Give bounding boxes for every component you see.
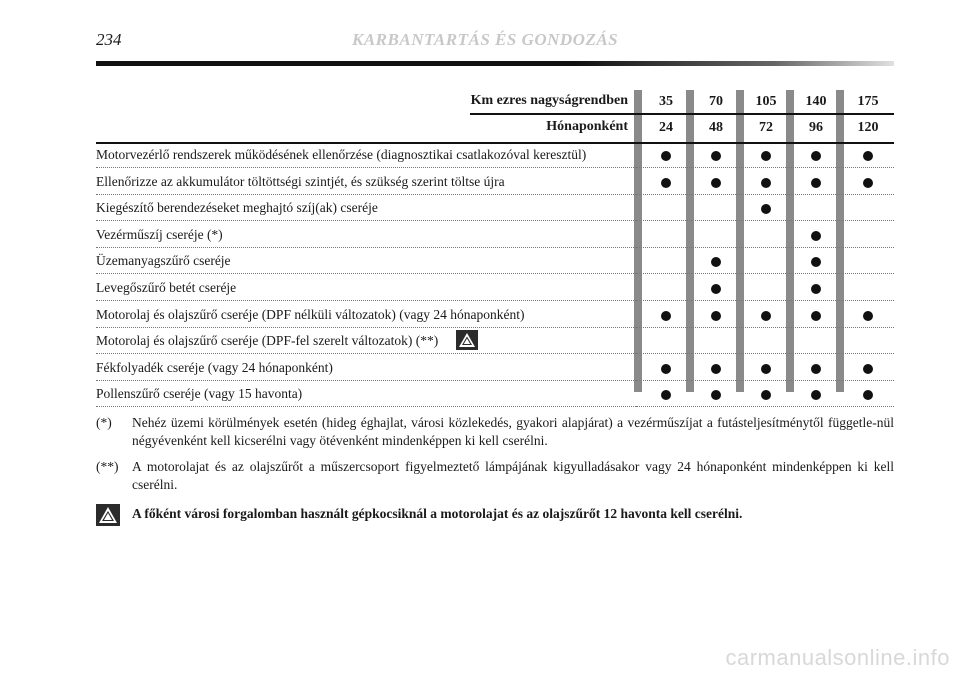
row-divider	[96, 220, 636, 221]
interval-dot	[811, 364, 821, 374]
row-divider	[96, 380, 636, 381]
interval-dot	[863, 151, 873, 161]
row-divider	[96, 194, 636, 195]
table-row	[96, 144, 894, 168]
row-label: Vezérműszíj cseréje (*)	[96, 226, 223, 242]
row-divider	[636, 247, 894, 248]
row-divider	[636, 327, 894, 328]
interval-dot	[761, 311, 771, 321]
month-value: 96	[809, 120, 823, 135]
row-divider	[636, 380, 894, 381]
interval-dot	[711, 364, 721, 374]
interval-dot	[761, 178, 771, 188]
interval-dot	[811, 311, 821, 321]
table-row	[96, 224, 894, 248]
row-divider	[96, 300, 636, 301]
interval-dot	[811, 284, 821, 294]
interval-dot	[711, 178, 721, 188]
table-row	[96, 383, 894, 407]
row-divider	[96, 167, 636, 168]
row-label: Motorolaj és olajszűrő cseréje (DPF nélküli változatok) (vagy 24 hónaponként)	[96, 306, 525, 322]
row-label: Üzemanyagszűrő cseréje	[96, 253, 231, 269]
km-value: 35	[659, 94, 673, 109]
month-value: 72	[759, 120, 773, 135]
interval-dot	[811, 257, 821, 267]
interval-dot	[711, 257, 721, 267]
row-label: Ellenőrizze az akkumulátor töltöttségi szintjét, és szükség szerint töltse újra	[96, 173, 505, 189]
km-value: 175	[857, 94, 879, 109]
interval-dot	[661, 178, 671, 188]
interval-dot	[761, 151, 771, 161]
table-row	[96, 197, 894, 221]
interval-dot	[711, 151, 721, 161]
interval-dot	[711, 284, 721, 294]
interval-dot	[863, 311, 873, 321]
footnote-text: A motorolajat és az olajszűrőt a műszercsoport figyelmeztető lámpájának kigyulladásakor vagy 24 hónaponként mindenképpen ki kell cserélni.	[132, 459, 894, 492]
interval-dot	[811, 151, 821, 161]
table-row	[96, 304, 894, 328]
km-value: 140	[805, 94, 827, 109]
row-divider	[96, 406, 636, 407]
warning-triangle-icon	[456, 330, 478, 350]
month-header-row	[96, 116, 894, 142]
interval-dot	[761, 364, 771, 374]
warning-triangle-icon	[96, 504, 120, 526]
km-header-label: Km ezres nagyságrendben	[470, 93, 628, 108]
header-rule	[96, 61, 894, 66]
page-number: 234	[96, 30, 122, 49]
row-divider	[96, 273, 636, 274]
table-row	[96, 171, 894, 195]
row-label: Motorvezérlő rendszerek működésének ellenőrzése (diagnosztikai csatlakozóval keresztül)	[96, 147, 587, 162]
row-divider	[96, 327, 636, 328]
row-divider	[636, 194, 894, 195]
month-value: 48	[709, 120, 723, 135]
interval-dot	[761, 390, 771, 400]
footnote-mark: (**)	[96, 459, 119, 474]
interval-dot	[661, 311, 671, 321]
interval-dot	[863, 364, 873, 374]
interval-dot	[661, 151, 671, 161]
footnote-mark: (*)	[96, 415, 112, 430]
warning-note: A főként városi forgalomban használt gépkocsiknál a motorolajat és az olajszűrőt 12 havonta kell cserélni.	[132, 506, 743, 521]
section-title: KARBANTARTÁS ÉS GONDOZÁS	[352, 30, 619, 49]
row-label: Fékfolyadék cseréje (vagy 24 hónaponként)	[96, 359, 333, 375]
km-value: 70	[709, 94, 723, 109]
row-divider	[96, 247, 636, 248]
km-value: 105	[755, 94, 777, 109]
row-divider	[636, 300, 894, 301]
interval-dot	[811, 178, 821, 188]
row-divider	[636, 167, 894, 168]
row-label: Kiegészítő berendezéseket meghajtó szíj(ak) cseréje	[96, 200, 378, 216]
row-divider	[96, 353, 636, 354]
row-label: Motorolaj és olajszűrő cseréje (DPF-fel szerelt változatok) (**)	[96, 333, 439, 349]
interval-dot	[761, 204, 771, 214]
row-divider	[636, 353, 894, 354]
watermark: carmanualsonline.info	[725, 645, 950, 670]
interval-dot	[811, 231, 821, 241]
interval-dot	[711, 390, 721, 400]
table-row	[96, 330, 894, 354]
interval-dot	[811, 390, 821, 400]
interval-dot	[661, 364, 671, 374]
row-divider	[636, 273, 894, 274]
month-value: 120	[857, 120, 879, 135]
km-header-rule	[470, 113, 894, 115]
interval-dot	[863, 390, 873, 400]
row-label: Levegőszűrő betét cseréje	[96, 280, 237, 295]
table-row	[96, 357, 894, 381]
table-row	[96, 277, 894, 301]
row-divider	[636, 220, 894, 221]
month-value: 24	[659, 120, 673, 135]
interval-dot	[711, 311, 721, 321]
row-divider	[636, 406, 894, 407]
interval-dot	[863, 178, 873, 188]
row-label: Pollenszűrő cseréje (vagy 15 havonta)	[96, 386, 303, 402]
footnote-text: Nehéz üzemi körülmények esetén (hideg éghajlat, városi közlekedés, gyakori alapjárat) a vezérműszíjat a futásteljesítménytől függetle-nül négyévenként kell kicserélni vagy ötévenként mindenképpen ki kell cserélni.	[132, 415, 894, 448]
table-row	[96, 250, 894, 274]
interval-dot	[661, 390, 671, 400]
month-header-label: Hónaponként	[546, 119, 628, 134]
